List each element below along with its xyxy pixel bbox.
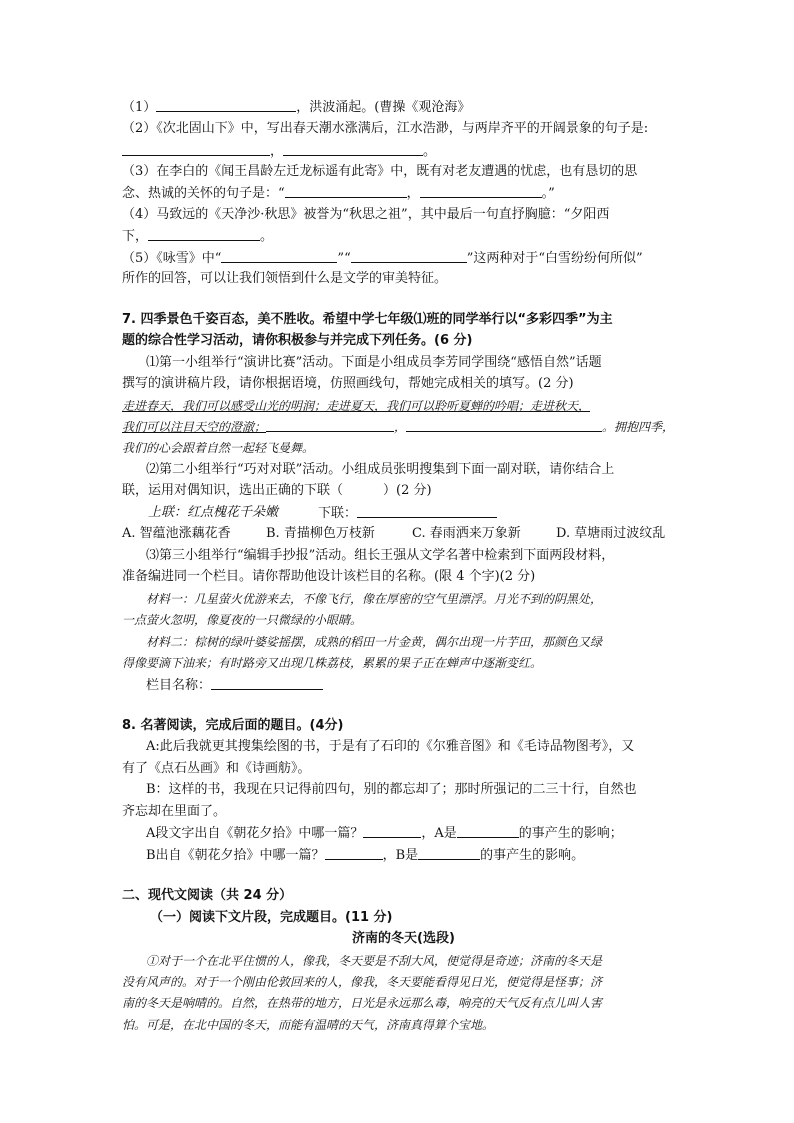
column-name-row (146, 676, 323, 695)
q7-heading-line-2: 题的综合性学习活动，请你积极参与并完成下列任务。(6 分) (122, 333, 473, 348)
column-name-label: 栏目名称： (146, 678, 212, 693)
column-name-input[interactable] (211, 676, 323, 690)
q8-question-b (146, 846, 584, 865)
material-2-line-2: 得像要滴下油来；有时路旁又出现几株荔枝，累累的果子正在蝉声中逐渐变红。 (122, 656, 543, 670)
q6-item-3-text: 念、热诚的关怀的句子是：“ (122, 186, 285, 201)
couplet-lower-label: 下联： (318, 506, 358, 521)
couplet-lower (318, 504, 497, 523)
q8-question-b-text: B出自《朝花夕拾》中哪一篇？ (146, 848, 325, 863)
answer-blank[interactable] (406, 418, 602, 432)
material-2-line-1: 材料二：棕树的绿叶婆娑摇摆，成熟的稻田一片金黄，偶尔出现一片芋田，那颜色又绿 (146, 635, 603, 649)
answer-blank[interactable] (457, 824, 519, 838)
q6-line-5 (122, 184, 555, 203)
period: 。 (423, 144, 437, 159)
material-1-line-2: 一点萤火忽明，像夏夜的一只微绿的小眼睛。 (122, 613, 363, 627)
q7-task-1-line-1: ⑴第一小组举行“演讲比赛”活动。下面是小组成员李芳同学围绕“感悟自然”话题 (146, 355, 602, 370)
q7-task-3-line-1: ⑶第三小组举行“编辑手抄报”活动。组长王强从文学名著中检索到下面两段材料， (146, 548, 615, 563)
article-line-2: 没有风声的。对于一个刚由伦敦回来的人，像我，冬天要能看得见日光，便觉得是怪事；济 (122, 975, 603, 989)
comma: ， (394, 420, 407, 434)
q6-item-4-text: 下， (122, 229, 149, 244)
comma: ， (270, 144, 284, 159)
q8-question-b-tail: 的事产生的影响。 (480, 848, 585, 863)
answer-blank[interactable] (148, 227, 260, 241)
quote-marks: ”“ (337, 251, 351, 266)
q8-passage-b-line-2: 齐忘却在里面了。 (122, 804, 227, 819)
answer-blank[interactable] (266, 418, 394, 432)
q7-task-2-line-2 (122, 482, 432, 500)
q7-task-3-line-2: 准备编进同一个栏目。请你帮助他设计该栏目的名称。(限 4 个字)(2 分) (122, 569, 536, 584)
q6-line-1 (122, 98, 470, 117)
speech-sample-line-3: 我们的心会跟着自然一起轻飞曼舞。 (122, 441, 315, 455)
q6-line-6: （4）马致远的《天净沙·秋思》被誉为“秋思之祖”，其中最后一句直抒胸臆：“夕阳西 (122, 207, 610, 222)
answer-blank[interactable] (351, 249, 467, 263)
speech-sample-line-2 (122, 418, 674, 436)
article-line-4: 怕。可是，在北中国的冬天，而能有温晴的天气，济南真得算个宝地。 (122, 1018, 495, 1032)
q6-item-1-number: （1） (122, 100, 157, 115)
answer-blank[interactable] (325, 846, 383, 860)
q7-option-a[interactable]: A. 智蕴池涨藕花香 (122, 526, 231, 541)
answer-blank[interactable] (420, 184, 542, 198)
q7-task-2-line-1: ⑵第二小组举行“巧对对联”活动。小组成员张明搜集到下面一副对联，请你结合上 (146, 462, 615, 477)
q8-heading: 8. 名著阅读，完成后面的题目。(4分) (122, 718, 344, 733)
q6-item-1-text: ，洪波涌起。(曹操《观沧海》 (296, 100, 471, 115)
q7-option-c[interactable]: C. 春雨洒来万象新 (412, 526, 521, 541)
q7-task-1-line-2: 撰写的演讲稿片段，请你根据语境，仿照画线句，帮她完成相关的填写。(2 分) (122, 376, 574, 391)
q7-option-b[interactable]: B. 青描柳色万枝新 (266, 526, 375, 541)
q6-line-4: （3）在李白的《闻王昌龄左迁龙标遥有此寄》中，既有对老友遭遇的忧虑，也有恳切的思 (122, 164, 638, 179)
q8-passage-a-line-1: A:此后我就更其搜集绘图的书，于是有了石印的《尔雅音图》和《毛诗品物图考》，又 (146, 739, 635, 754)
q8-question-a-tail: 的事产生的影响； (518, 826, 623, 841)
q7-task-2-score: ）(2 分) (383, 483, 432, 498)
q6-line-8 (122, 249, 643, 268)
period: 。 (260, 229, 274, 244)
q7-option-d[interactable]: D. 草塘雨过波纹乱 (556, 526, 666, 541)
q8-question-a-text: A段文字出自《朝花夕拾》中哪一篇？ (146, 826, 364, 841)
answer-blank[interactable] (283, 142, 423, 156)
answer-blank[interactable] (285, 184, 407, 198)
q6-line-7 (122, 227, 273, 246)
speech-sample-line-1: 走进春天，我们可以感受山光的明润；走进夏天，我们可以聆听夏蝉的吟唱；走进秋天， (122, 399, 591, 413)
section-2-heading: 二、现代文阅读（共 24 分） (122, 888, 293, 903)
q8-question-a (146, 824, 623, 843)
comma: ， (406, 186, 420, 201)
answer-blank[interactable] (418, 846, 480, 860)
speech-sample-tail: 。拥抱四季， (602, 420, 675, 434)
article-title: 济南的冬天(选段) (352, 931, 455, 946)
underlined-model-sentence: 我们可以注目天空的澄澈； (122, 420, 267, 434)
q7-heading-line-1: 7. 四季景色千姿百态，美不胜收。希望中学七年级⑴班的同学举行以“多彩四季”为主 (122, 312, 613, 327)
subsection-1-heading: （一）阅读下文片段，完成题目。(11 分) (150, 910, 393, 925)
q8-question-b-mid: ，B是 (382, 848, 419, 863)
q6-item-5-tail: ”这两种对于“白雪纷纷何所似” (466, 251, 643, 266)
answer-blank[interactable] (221, 249, 337, 263)
q8-passage-a-line-2: 有了《点石丛画》和《诗画舫》。 (122, 761, 311, 776)
couplet-upper: 上联：红点槐花千朵嫩 (148, 505, 279, 520)
answer-blank[interactable] (363, 824, 421, 838)
q6-line-2: （2）《次北固山下》中，写出春天潮水涨满后，江水浩渺，与两岸齐平的开阔景象的句子是: (122, 121, 649, 136)
q6-line-9: 所作的回答，可以让我们领悟到什么是文学的审美特征。 (122, 271, 448, 286)
close-quote: 。” (541, 186, 555, 201)
article-line-1: ①对于一个在北平住惯的人，像我，冬天要是不刮大风，便觉得是奇迹；济南的冬天是 (146, 954, 603, 968)
answer-blank[interactable] (156, 98, 296, 112)
q6-item-5-text: （5）《咏雪》中“ (122, 251, 222, 266)
q6-line-3 (122, 142, 436, 161)
q8-question-a-mid: ，A是 (421, 826, 457, 841)
article-line-3: 南的冬天是响晴的。自然，在热带的地方，日光是永远那么毒，响亮的天气反有点儿叫人害 (122, 996, 603, 1010)
material-1-line-1: 材料一：几星萤火优游来去，不像飞行，像在厚密的空气里漂浮。月光不到的阴黑处， (146, 592, 603, 606)
answer-blank[interactable] (357, 504, 497, 518)
q7-task-2-text: 联，运用对偶知识，选出正确的下联（ (122, 483, 344, 498)
q8-passage-b-line-1: B：这样的书，我现在只记得前四句，别的都忘却了；那时所强记的二三十行，自然也 (146, 782, 637, 797)
answer-blank[interactable] (122, 142, 270, 156)
